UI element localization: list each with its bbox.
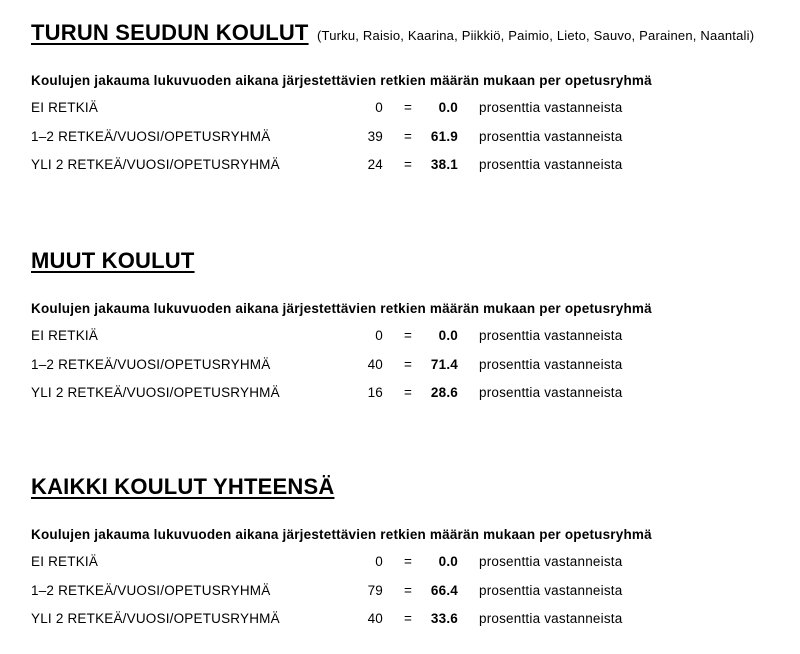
equals-sign: = [403, 385, 413, 400]
row-label: 1–2 RETKEÄ/VUOSI/OPETUSRYHMÄ [31, 356, 271, 372]
stats-table [31, 96, 791, 182]
equals-sign: = [403, 582, 413, 598]
row-percent: 28.6 [430, 385, 458, 400]
row-label: 1–2 RETKEÄ/VUOSI/OPETUSRYHMÄ [31, 582, 271, 598]
section-heading [31, 248, 791, 278]
row-count: 40 [367, 611, 383, 626]
row-count: 0 [375, 328, 383, 343]
section-kaikki-koulut-yhteensa [31, 474, 791, 636]
row-label: EI RETKIÄ [31, 554, 99, 569]
stats-table [31, 324, 791, 410]
table-row [31, 579, 791, 608]
row-unit: prosenttia vastanneista [479, 611, 623, 626]
row-unit: prosenttia vastanneista [479, 128, 623, 144]
equals-sign: = [403, 157, 413, 172]
row-count: 16 [367, 385, 383, 400]
table-row [31, 324, 791, 353]
stats-table [31, 550, 791, 636]
table-row [31, 153, 791, 182]
row-label: EI RETKIÄ [31, 100, 99, 115]
section-title: MUUT KOULUT [31, 248, 195, 273]
row-unit: prosenttia vastanneista [479, 554, 623, 569]
row-percent: 0.0 [438, 554, 458, 569]
equals-sign: = [403, 554, 413, 569]
row-unit: prosenttia vastanneista [479, 100, 623, 115]
table-row [31, 381, 791, 410]
row-count: 24 [367, 157, 383, 172]
section-title: KAIKKI KOULUT YHTEENSÄ [31, 474, 335, 499]
equals-sign: = [403, 100, 413, 115]
section-turun-seudun-koulut [31, 20, 791, 182]
row-label: YLI 2 RETKEÄ/VUOSI/OPETUSRYHMÄ [31, 385, 280, 400]
row-percent: 66.4 [430, 582, 458, 598]
row-label: YLI 2 RETKEÄ/VUOSI/OPETUSRYHMÄ [31, 157, 280, 172]
table-caption: Koulujen jakauma lukuvuoden aikana järjestettävien retkien määrän mukaan per opetusryhmä [31, 527, 652, 542]
row-count: 39 [367, 128, 383, 144]
row-percent: 0.0 [438, 328, 458, 343]
table-row [31, 607, 791, 636]
equals-sign: = [403, 328, 413, 343]
table-row [31, 353, 791, 382]
table-row [31, 125, 791, 154]
section-heading [31, 474, 791, 504]
section-title: TURUN SEUDUN KOULUT [31, 20, 309, 45]
row-percent: 0.0 [438, 100, 458, 115]
row-unit: prosenttia vastanneista [479, 385, 623, 400]
row-label: YLI 2 RETKEÄ/VUOSI/OPETUSRYHMÄ [31, 611, 280, 626]
table-row [31, 96, 791, 125]
section-muut-koulut [31, 248, 791, 410]
row-count: 79 [367, 582, 383, 598]
row-percent: 38.1 [430, 157, 458, 172]
row-unit: prosenttia vastanneista [479, 328, 623, 343]
row-unit: prosenttia vastanneista [479, 582, 623, 598]
row-percent: 71.4 [430, 356, 458, 372]
equals-sign: = [403, 356, 413, 372]
row-label: EI RETKIÄ [31, 328, 99, 343]
row-count: 0 [375, 554, 383, 569]
row-unit: prosenttia vastanneista [479, 157, 623, 172]
table-row [31, 550, 791, 579]
row-count: 40 [367, 356, 383, 372]
section-subtitle: (Turku, Raisio, Kaarina, Piikkiö, Paimio, Lieto, Sauvo, Parainen, Naantali) [317, 28, 755, 43]
row-label: 1–2 RETKEÄ/VUOSI/OPETUSRYHMÄ [31, 128, 271, 144]
equals-sign: = [403, 611, 413, 626]
table-caption: Koulujen jakauma lukuvuoden aikana järjestettävien retkien määrän mukaan per opetusryhmä [31, 73, 652, 88]
row-percent: 61.9 [430, 128, 458, 144]
table-caption: Koulujen jakauma lukuvuoden aikana järjestettävien retkien määrän mukaan per opetusryhmä [31, 301, 652, 316]
section-heading [31, 20, 791, 50]
equals-sign: = [403, 128, 413, 144]
row-unit: prosenttia vastanneista [479, 356, 623, 372]
row-percent: 33.6 [430, 611, 458, 626]
row-count: 0 [375, 100, 383, 115]
